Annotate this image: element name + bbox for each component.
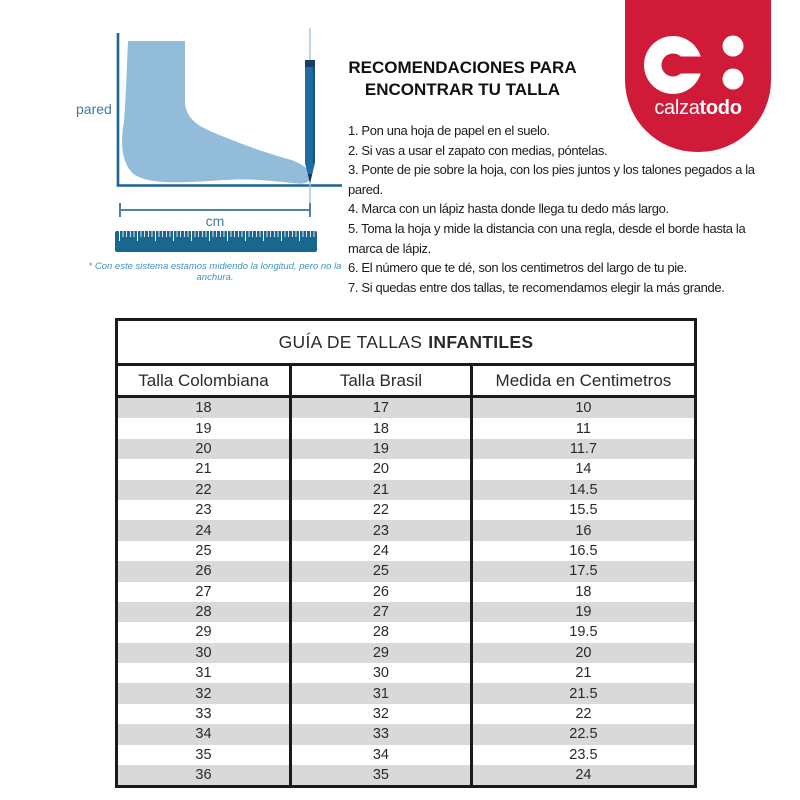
table-cell: 30 — [118, 643, 292, 663]
table-cell: 31 — [292, 683, 473, 703]
table-cell: 33 — [292, 724, 473, 744]
table-cell: 32 — [292, 704, 473, 724]
table-cell: 29 — [118, 622, 292, 642]
table-row — [118, 439, 694, 459]
table-row — [118, 622, 694, 642]
table-title — [118, 321, 694, 366]
instruction-step: 4. Marca con un lápiz hasta donde llega tu dedo más largo. — [348, 201, 669, 217]
wall-label: pared — [76, 101, 112, 117]
instruction-step: 1. Pon una hoja de papel en el suelo. — [348, 123, 550, 138]
table-cell: 24 — [473, 765, 694, 785]
measure-footnote: * Con este sistema estamos midiendo la longitud, pero no la anchura. — [88, 261, 342, 283]
table-cell: 20 — [118, 439, 292, 459]
calzatodo-logo — [625, 0, 771, 152]
table-cell: 19 — [292, 439, 473, 459]
table-cell: 17.5 — [473, 561, 694, 581]
table-cell: 23 — [292, 520, 473, 540]
table-cell: 26 — [292, 582, 473, 602]
instruction-step: 6. El número que te dé, son los centimetros del largo de tu pie. — [348, 260, 687, 276]
table-cell: 15.5 — [569, 502, 598, 519]
instruction-step: 3. Ponte de pie sobre la hoja, con los pies juntos y los talones pegados a la pared. — [348, 162, 755, 197]
table-row — [118, 541, 694, 561]
table-cell: 14 — [575, 461, 592, 478]
logo-wordmark-bold: todo — [699, 97, 742, 119]
table-cell: 25 — [118, 541, 292, 561]
pencil-icon — [305, 60, 315, 183]
table-cell: 27 — [118, 582, 292, 602]
table-cell: 24 — [292, 541, 473, 561]
table-cell: 21 — [292, 480, 473, 500]
table-cell: 26 — [118, 561, 292, 581]
table-cell: 16.5 — [569, 542, 598, 559]
table-cell: 17 — [292, 398, 473, 418]
table-cell: 28 — [118, 602, 292, 622]
table-cell: 22 — [292, 500, 473, 520]
table-row — [118, 500, 694, 520]
table-cell: 24 — [118, 520, 292, 540]
logo-wordmark-regular: calza — [654, 97, 700, 119]
table-row — [118, 520, 694, 540]
table-cell: 35 — [118, 745, 292, 765]
table-cell: 20 — [473, 643, 694, 663]
ruler-icon — [115, 231, 317, 252]
table-cell: 33 — [118, 704, 292, 724]
table-cell: 10 — [473, 398, 694, 418]
table-cell: 16 — [473, 520, 694, 540]
table-row — [118, 643, 694, 663]
table-cell: 27 — [292, 602, 473, 622]
size-guide-table — [115, 318, 697, 788]
table-cell: 21 — [118, 459, 292, 479]
column-header: Talla Brasil — [292, 366, 473, 395]
table-header-row — [118, 366, 694, 398]
table-cell: 23 — [118, 500, 292, 520]
table-cell: 30 — [292, 663, 473, 683]
table-cell: 22 — [575, 706, 592, 723]
table-cell: 36 — [118, 765, 292, 785]
table-cell: 28 — [292, 622, 473, 642]
table-cell: 34 — [292, 745, 473, 765]
table-title-bold: INFANTILES — [428, 331, 534, 352]
table-row — [118, 480, 694, 500]
table-cell: 11.7 — [473, 439, 694, 459]
table-row — [118, 704, 694, 724]
recommendations-title-line2: ENCONTRAR TU TALLA — [364, 80, 561, 99]
table-row — [118, 582, 694, 602]
recommendations-title-line1: RECOMENDACIONES PARA — [348, 58, 577, 77]
table-row — [118, 398, 694, 418]
column-header: Medida en Centimetros — [495, 370, 672, 390]
table-row — [118, 745, 694, 765]
table-title-regular: GUÍA DE TALLAS — [278, 331, 423, 352]
table-row — [118, 459, 694, 479]
cm-label: cm — [205, 213, 225, 229]
table-cell: 22 — [118, 480, 292, 500]
table-row — [118, 765, 694, 785]
table-cell: 20 — [292, 459, 473, 479]
table-cell: 14.5 — [473, 480, 694, 500]
table-cell: 18 — [575, 583, 592, 600]
table-cell: 19.5 — [569, 624, 598, 641]
table-cell: 29 — [292, 643, 473, 663]
table-row — [118, 663, 694, 683]
table-cell: 19 — [118, 418, 292, 438]
table-cell: 25 — [292, 561, 473, 581]
table-cell: 18 — [118, 398, 292, 418]
table-row — [118, 683, 694, 703]
logo-wordmark — [625, 97, 771, 120]
table-body — [118, 398, 694, 785]
table-row — [118, 602, 694, 622]
foot-measure-diagram — [70, 25, 360, 287]
recommendations-title — [340, 57, 585, 101]
table-cell: 18 — [292, 418, 473, 438]
table-cell: 35 — [292, 765, 473, 785]
table-cell: 31 — [118, 663, 292, 683]
table-row — [118, 561, 694, 581]
table-cell: 32 — [118, 683, 292, 703]
column-header: Talla Colombiana — [118, 366, 292, 395]
table-cell: 21 — [575, 665, 592, 682]
table-cell: 11 — [575, 420, 591, 437]
table-row — [118, 724, 694, 744]
table-cell: 34 — [118, 724, 292, 744]
table-cell: 19 — [473, 602, 694, 622]
table-cell: 23.5 — [569, 746, 598, 763]
instruction-step: 5. Toma la hoja y mide la distancia con una regla, desde el borde hasta la marca de lápiz. — [348, 220, 746, 256]
instruction-step: 2. Si vas a usar el zapato con medias, póntelas. — [348, 142, 608, 158]
table-cell: 21.5 — [473, 683, 694, 703]
table-cell: 22.5 — [473, 724, 694, 744]
instruction-step: 7. Si quedas entre dos tallas, te recomendamos elegir la más grande. — [348, 279, 725, 295]
foot-silhouette — [122, 41, 311, 184]
table-row — [118, 418, 694, 438]
calzatodo-c-colon-icon — [625, 0, 771, 152]
